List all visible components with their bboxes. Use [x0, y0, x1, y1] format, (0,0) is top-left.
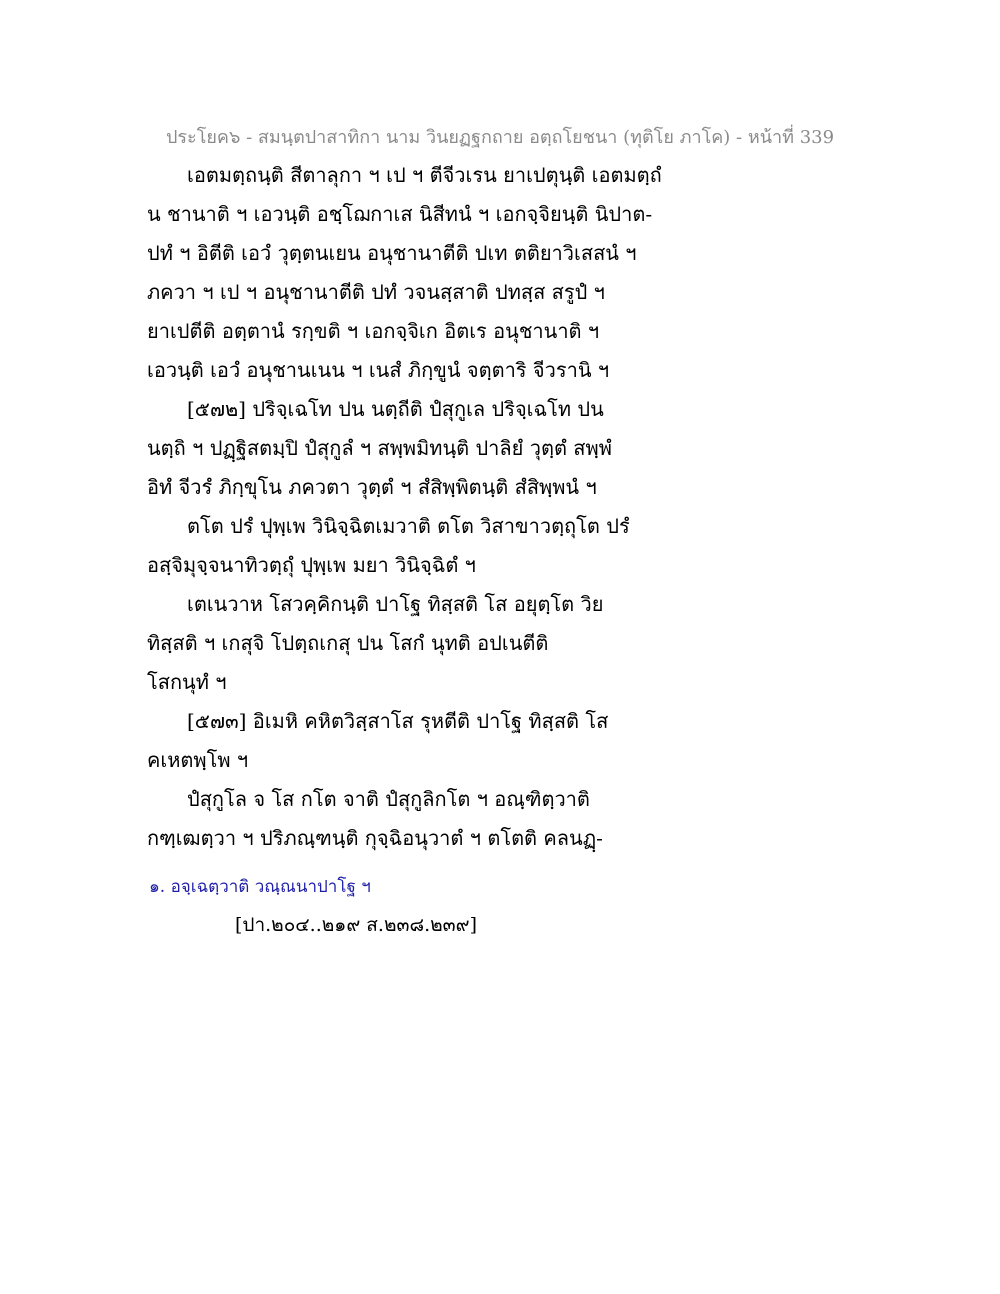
text-line: คเหตพฺโพ ฯ	[147, 748, 249, 772]
text-line: อสฺจิมุจฺจนาทิวตฺถุํ ปุพฺเพ มยา วินิจฺฉิตํ ฯ	[147, 553, 476, 577]
body-text	[147, 156, 662, 858]
text-line: เตเนวาห โสวคฺคิกนฺติ ปาโฐ ทิสฺสติ โส อยุตฺโต วิย	[187, 592, 604, 616]
source-reference: [ปา.๒๐๔..๒๑๙ ส.๒๓๘.๒๓๙]	[235, 914, 477, 936]
text-line: โสกนุทํ ฯ	[147, 670, 227, 694]
text-line: ยาเปตีติ อตฺตานํ รกฺขติ ฯ เอกจฺจิเก อิตเร อนุชานาติ ฯ	[147, 319, 600, 343]
text-line: น ชานาติ ฯ เอวนฺติ อชฺโฌกาเส นิสีทนํ ฯ เอกจฺจิยนฺติ นิปาต-	[147, 202, 653, 226]
text-line: ปํสุกูโล จ โส กโต จาติ ปํสุกูลิกโต ฯ อณฺฑิตฺวาติ	[187, 787, 590, 811]
text-line: ทิสฺสติ ฯ เกสุจิ โปตฺถเกสุ ปน โสกํ นุทติ อปเนตีติ	[147, 631, 549, 655]
text-line: กฑฺเฒตฺวา ฯ ปริภณฺฑนฺติ กุจฺฉิอนุวาตํ ฯ ตโตติ คลนฏฺ-	[147, 826, 603, 850]
text-line: อิทํ จีวรํ ภิกฺขุโน ภควตา วุตฺตํ ฯ สํสิพฺพิตนฺติ สํสิพฺพนํ ฯ	[147, 475, 597, 499]
text-line: ปทํ ฯ อิตีติ เอวํ วุตฺตนเยน อนุชานาตีติ ปเท ตติยาวิเสสนํ ฯ	[147, 241, 637, 265]
text-line: ตโต ปรํ ปุพฺเพ วินิจฺฉิตเมวาติ ตโต วิสาขาวตฺถุโต ปรํ	[187, 514, 630, 538]
paragraph-573-start: [๕๗๓] อิเมหิ คหิตวิสฺสาโส รุหตีติ ปาโฐ ทิสฺสติ โส	[187, 709, 609, 733]
text-line: เอวนฺติ เอวํ อนุชานเนน ฯ เนสํ ภิกฺขูนํ จตฺตาริ จีวรานิ ฯ	[147, 358, 610, 382]
paragraph-572-start: [๕๗๒] ปริจฺเฉโท ปน นตฺถีติ ปํสุกูเล ปริจฺเฉโท ปน	[187, 397, 604, 421]
text-line: เอตมตฺถนฺติ สีตาลุกา ฯ เป ฯ ตีจีวเรน ยาเปตุนฺติ เอตมตฺถํ	[187, 163, 662, 187]
page-header: ประโยค๖ - สมนฺตปาสาทิกา นาม วินยฏฐกถาย อตฺถโยชนา (ทุติโย ภาโค) - หน้าที่ 339	[165, 127, 835, 148]
text-line: นตฺถิ ฯ ปฏฺฐิสตมฺปิ ปํสุกูลํ ฯ สพฺพมิทนฺติ ปาลิยํ วุตฺตํ สพฺพํ	[147, 436, 612, 460]
footnote: ๑. อจฺเฉตฺวาติ วณฺณนาปาโฐ ฯ	[149, 877, 371, 897]
text-line: ภควา ฯ เป ฯ อนุชานาตีติ ปทํ วจนสฺสาติ ปทสฺส สรูปํ ฯ	[147, 280, 605, 304]
